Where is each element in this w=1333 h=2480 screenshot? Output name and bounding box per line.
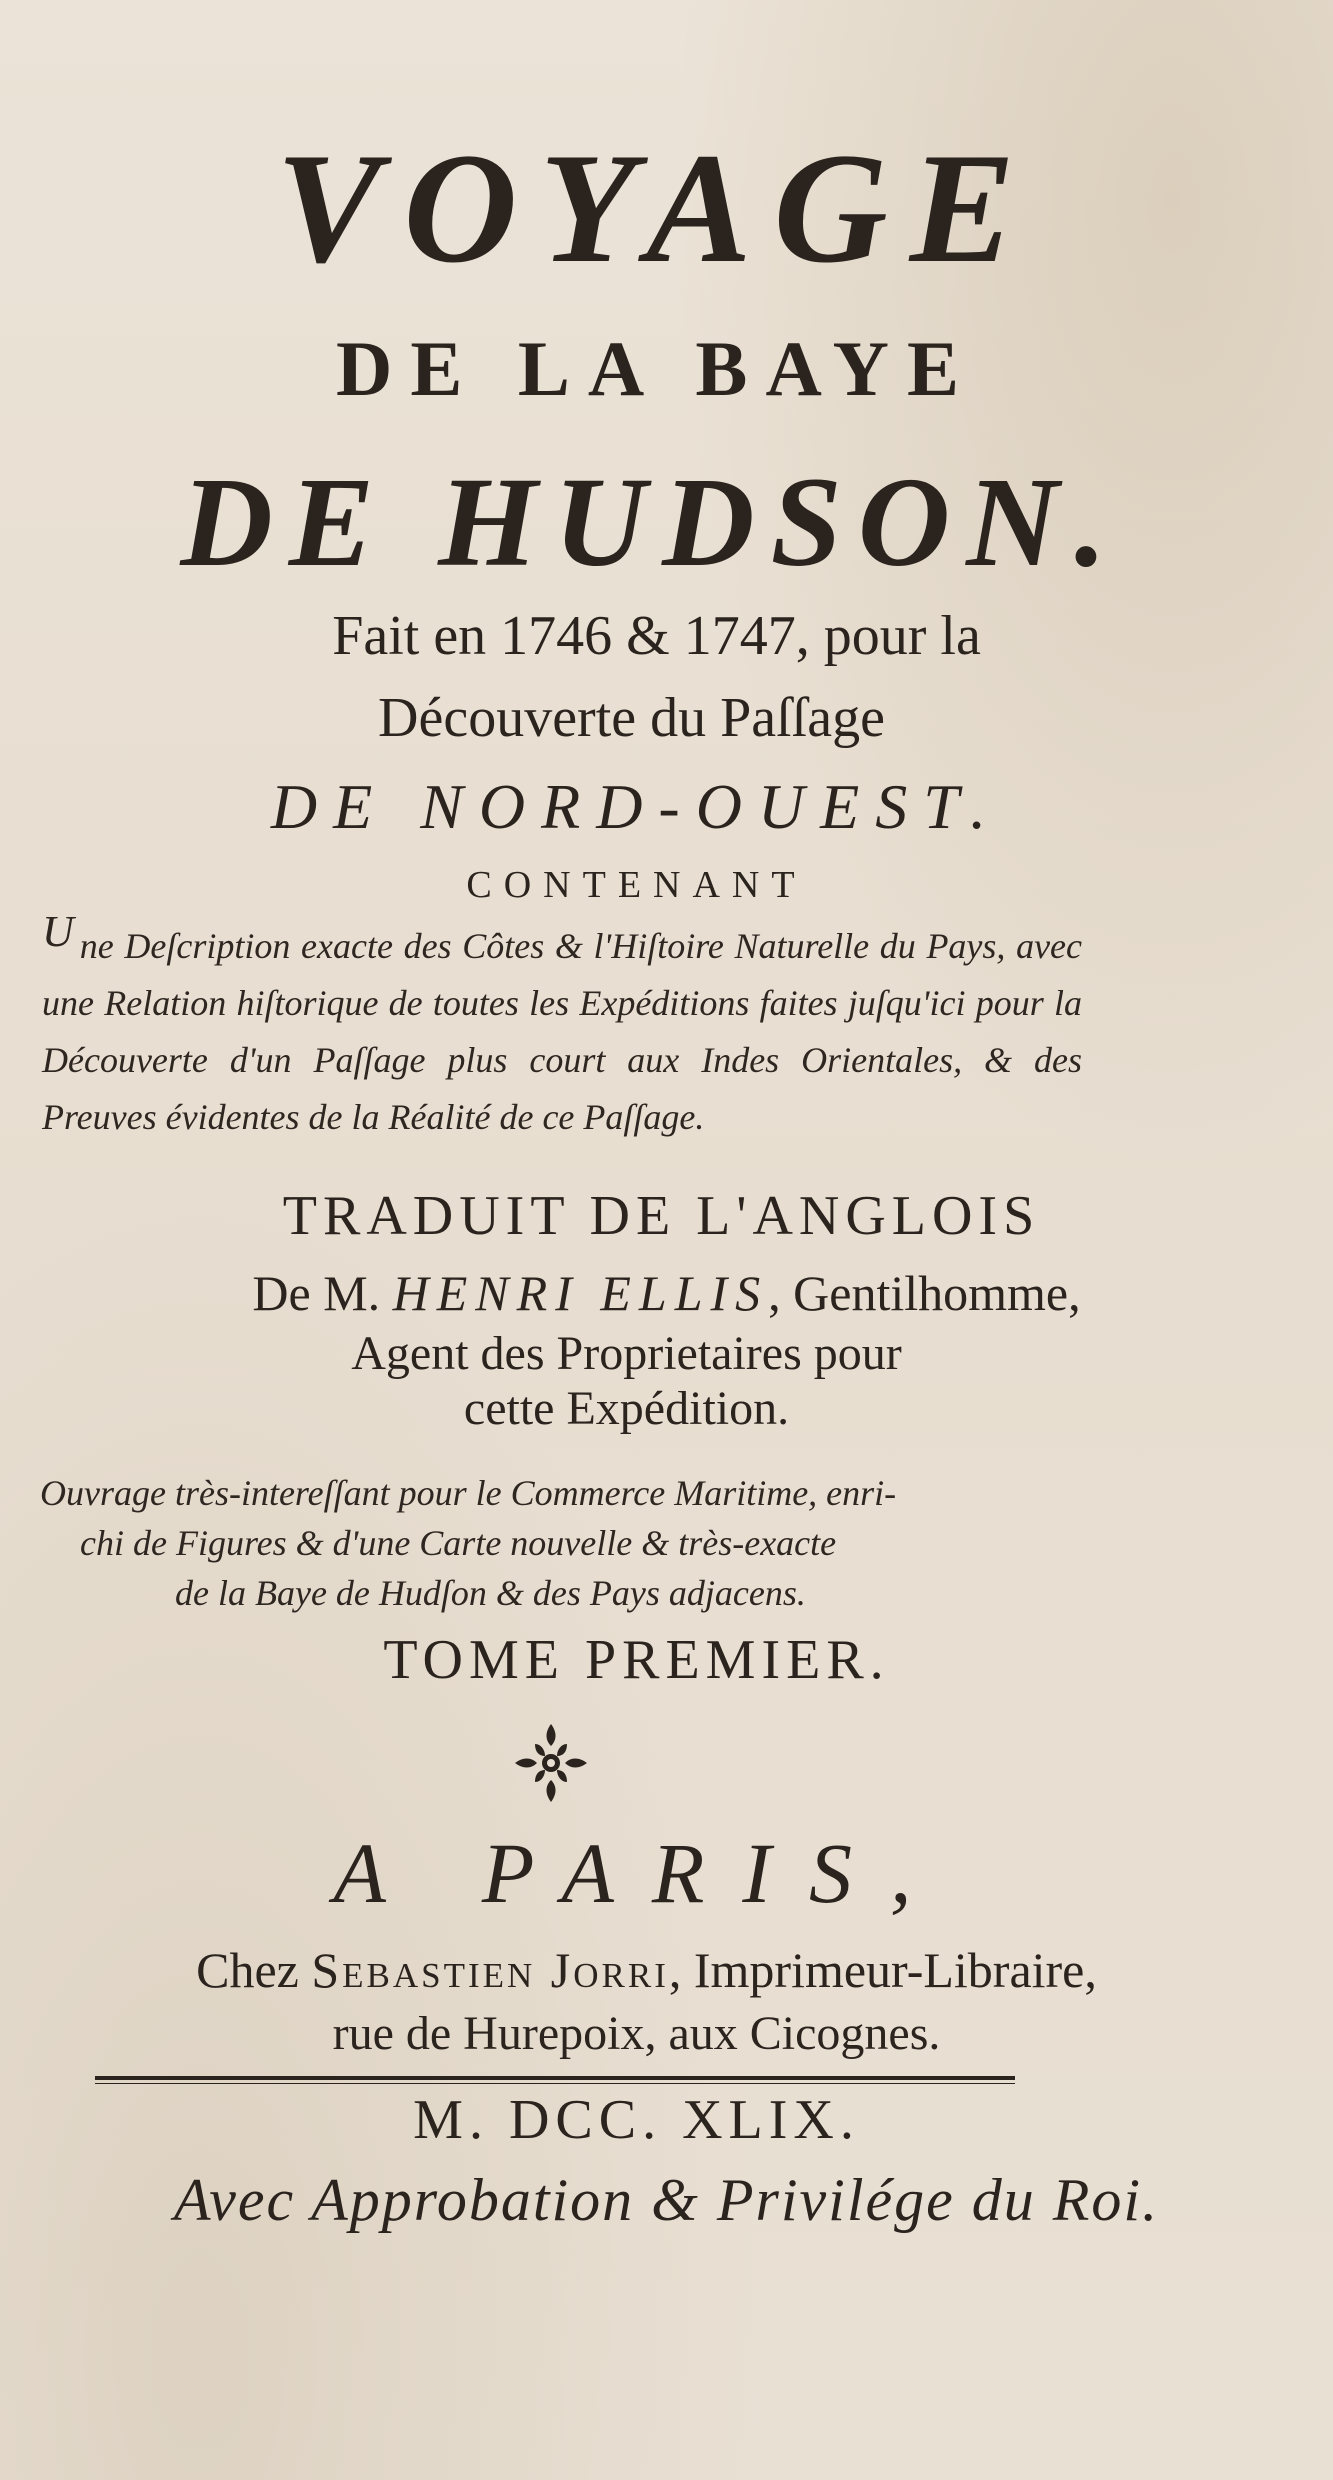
ouvrage-line1: Ouvrage très-intereſſant pour le Commerce Maritime, enri- <box>40 1473 897 1513</box>
description-text: ne Deſcription exacte des Côtes & l'Hiſtoire Naturelle du Pays, avec une Relation hiſtorique de toutes les Expéditions faites juſqu'ici pour la Découverte d'un Paſſage plus court aux Indes Orientales, & des Preuves évidentes de la Réalité de ce Paſſage. <box>42 926 1082 1137</box>
ouvrage-line3: de la Baye de Hudſon & des Pays adjacens. <box>175 1573 806 1613</box>
publisher-line <box>0 1942 1313 1998</box>
author-role-line1: Agent des Proprietaires pour <box>351 1327 902 1380</box>
description-dropcap: U <box>42 907 74 956</box>
royal-privilege: Avec Approbation & Privilége du Roi. <box>173 2167 1160 2233</box>
subtitle-nord-ouest: DE NORD-OUEST. <box>270 771 1003 842</box>
ouvrage-paragraph <box>40 1468 1080 1618</box>
publisher-address: rue de Hurepoix, aux Cicognes. <box>332 2007 941 2060</box>
contenant-heading: CONTENANT <box>466 864 807 906</box>
volume-label: TOME PREMIER. <box>383 1629 890 1691</box>
author-prefix: De M. <box>252 1265 381 1321</box>
imprint-place: A PARIS, <box>333 1825 950 1921</box>
translated-from-english: TRADUIT DE L'ANGLOIS <box>282 1185 1041 1247</box>
fleuron-icon <box>513 1722 589 1804</box>
author-line <box>0 1265 1333 1321</box>
author-suffix: , Gentilhomme, <box>768 1265 1081 1321</box>
title-de-la-baye: DE LA BAYE <box>336 325 977 412</box>
publisher-prefix: Chez <box>196 1942 299 1998</box>
imprint-date: M. DCC. XLIX. <box>413 2089 860 2151</box>
subtitle-dates: Fait en 1746 & 1747, pour la <box>332 605 981 667</box>
author-role-line2: cette Expédition. <box>463 1382 790 1435</box>
ouvrage-line2: chi de Figures & d'une Carte nouvelle & très-exacte <box>80 1523 837 1563</box>
author-name: HENRI ELLIS <box>392 1265 769 1321</box>
description-paragraph <box>42 907 1082 1146</box>
title-de-hudson: DE HUDSON. <box>180 451 1123 593</box>
publisher-suffix: , Imprimeur-Libraire, <box>668 1942 1097 1998</box>
publisher-name: Sebastien Jorri <box>311 1942 669 1998</box>
title-voyage: VOYAGE <box>275 121 1038 296</box>
divider-rule-thin <box>95 2083 1015 2084</box>
subtitle-decouverte: Découverte du Paſſage <box>378 687 885 749</box>
divider-rule <box>95 2076 1015 2080</box>
